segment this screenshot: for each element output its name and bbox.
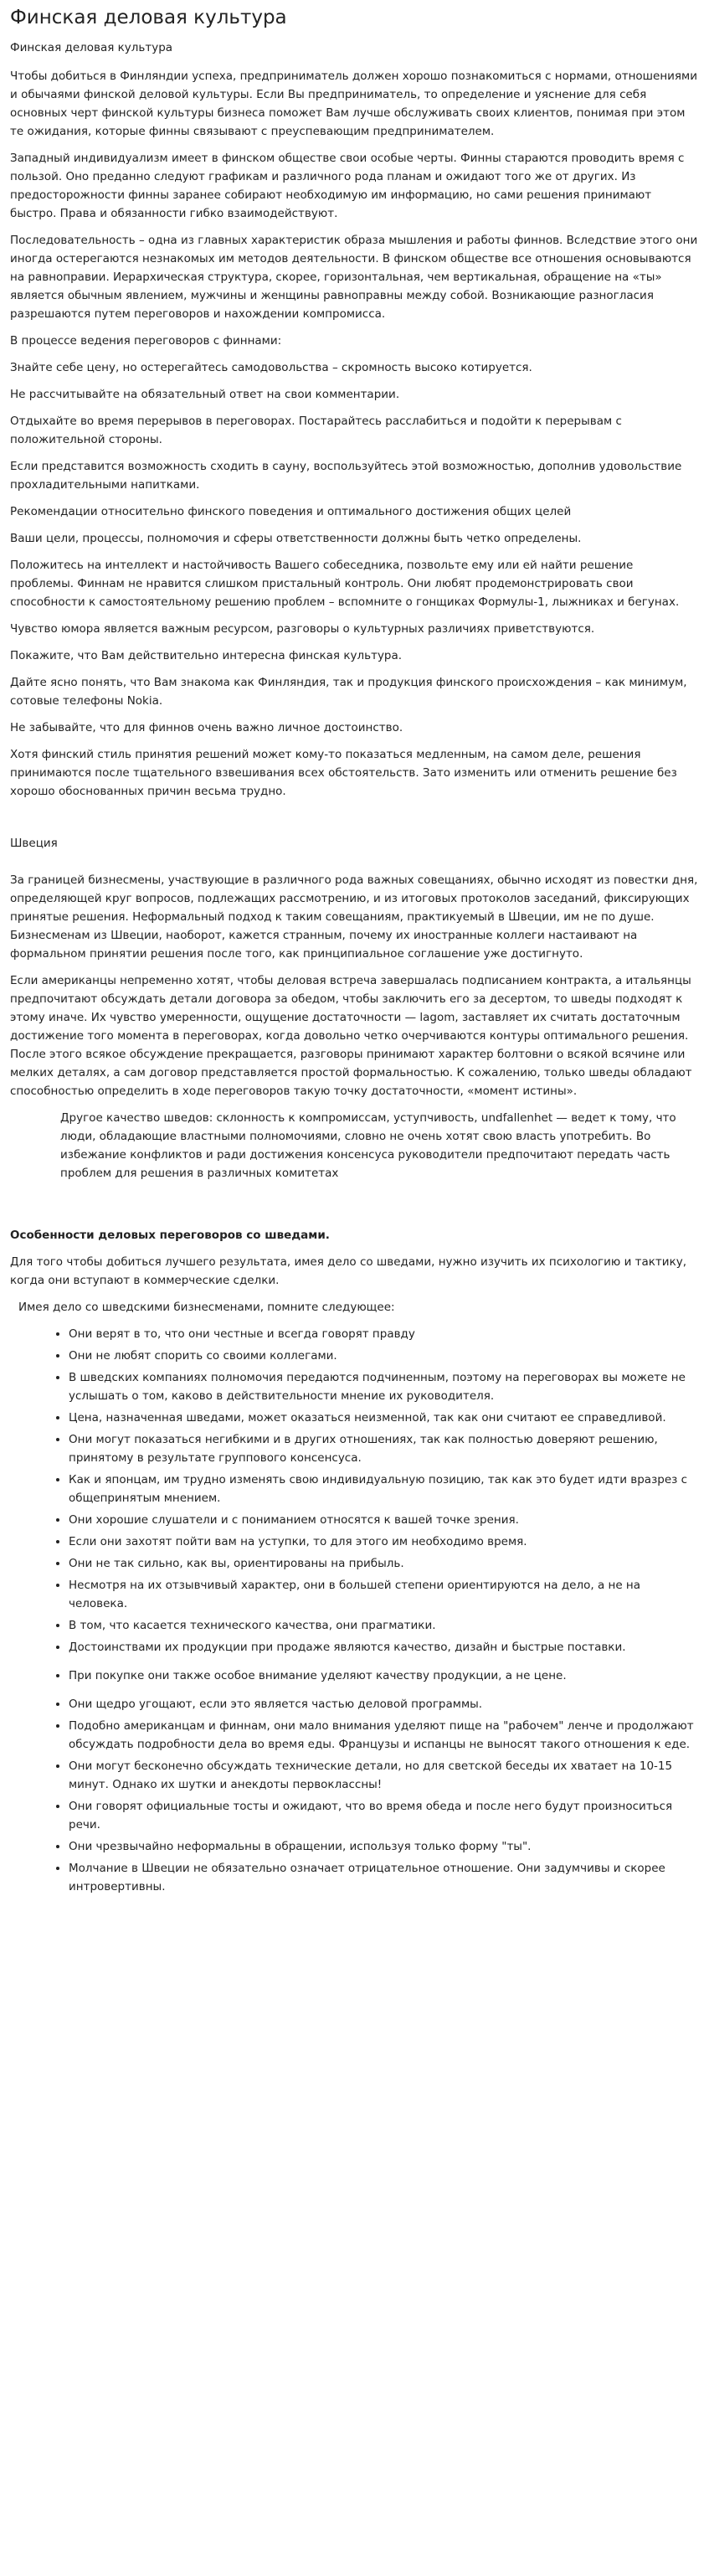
- paragraph: Знайте себе цену, но остерегайтесь самодовольства – скромность высоко котируется.: [10, 361, 532, 374]
- spacer: [10, 861, 699, 871]
- paragraph: Если американцы непременно хотят, чтобы деловая встреча завершалась подписанием контракта, а итальянцы предпочитают обсуждать детали договора за обедом, чтобы заключить его за десертом, то шведы подходят к этому иначе. Их чувство умеренности, ощущение достаточности — lagom, заставляет их считать достаточным достижение того момента в переговорах, когда довольно четко очерчиваются контуры оптимального решения. После этого всякое обсуждение прекращается, разговоры принимают характер болтовни о всякой всячине или мелких деталях, а сам договор представляется простой формальностью. К сожалению, только шведы обладают способностью определить в ходе переговоров такую точку достаточности, «момент истины».: [10, 974, 692, 1098]
- spacer: [10, 1216, 699, 1226]
- paragraph: Положитесь на интеллект и настойчивость Вашего собеседника, позвольте ему или ей найти решение проблемы. Финнам не нравится слишком пристальный контроль. Они любят продемонстрировать свои способности к самостоятельному решению проблем – вспомните о гонщиках Формулы-1, лыжниках и бегунах.: [10, 559, 680, 609]
- paragraph: Для того чтобы добиться лучшего результата, имея дело со шведами, нужно изучить их психологию и тактику, когда они вступают в коммерческие сделки.: [10, 1255, 687, 1287]
- list-item: • Несмотря на их отзывчивый характер, они в большей степени ориентируются на дело, а не на человека.: [69, 1576, 699, 1613]
- list-item: • При покупке они также особое внимание уделяют качеству продукции, а не цене.: [69, 1667, 699, 1685]
- list-item: • Они говорят официальные тосты и ожидают, что во время обеда и после него будут произноситься речи.: [69, 1797, 699, 1834]
- list-item: • Они чрезвычайно неформальны в обращении, используя только форму "ты".: [69, 1837, 699, 1856]
- paragraph: Ваши цели, процессы, полномочия и сферы ответственности должны быть четко определены.: [10, 532, 582, 545]
- list-item: • В шведских компаниях полномочия передаются подчиненным, поэтому на переговорах вы можете не услышать о том, каково в действительности мнение их руководителя.: [69, 1368, 699, 1405]
- list-item: • Они могут показаться негибкими и в других отношениях, так как полностью доверяют решению, принятому в результате группового консенсуса.: [69, 1430, 699, 1467]
- paragraph: За границей бизнесмены, участвующие в различного рода важных совещаниях, обычно исходят из повестки дня, определяющей круг вопросов, подлежащих рассмотрению, и из итоговых протоколов заседаний, фиксирующих принятые решения. Неформальный подход к таким совещаниям, практикуемый в Швеции, им не по душе. Бизнесменам из Швеции, наоборот, кажется странным, почему их иностранные коллеги настаивают на формальном принятии решения после того, как принципиальное соглашение уже достигнуто.: [10, 873, 698, 961]
- paragraph: Не забывайте, что для финнов очень важно личное достоинство.: [10, 721, 403, 734]
- tips-list: [10, 1325, 699, 1896]
- section-heading-negotiation: Особенности деловых переговоров со шведами.: [10, 1229, 330, 1242]
- list-item: • Подобно американцам и финнам, они мало внимания уделяют пище на "рабочем" ленче и продолжают обсуждать подробности дела во время еды. Французы и испанцы не выносят такого отношения к еде.: [69, 1717, 699, 1754]
- remember-line: Имея дело со шведскими бизнесменами, помните следующее:: [18, 1301, 395, 1314]
- paragraph: Хотя финский стиль принятия решений может кому-то показаться медленным, на самом деле, решения принимаются после тщательного взвешивания всех обстоятельств. Зато изменить или отменить решение без хорошо обоснованных причин весьма трудно.: [10, 748, 677, 798]
- list-item: • В том, что касается технического качества, они прагматики.: [69, 1616, 699, 1635]
- spacer: [10, 809, 699, 834]
- paragraph: Рекомендации относительно финского поведения и оптимального достижения общих целей: [10, 505, 572, 518]
- paragraph: Чувство юмора является важным ресурсом, разговоры о культурных различиях приветствуются.: [10, 622, 595, 636]
- paragraph: Покажите, что Вам действительно интересна финская культура.: [10, 649, 403, 662]
- paragraph: Если представится возможность сходить в сауну, воспользуйтесь этой возможностью, дополнив удовольствие прохладительными напитками.: [10, 460, 682, 492]
- paragraph: Не рассчитывайте на обязательный ответ на свои комментарии.: [10, 388, 400, 401]
- page-title: Финская деловая культура: [10, 7, 287, 28]
- list-item: • Они щедро угощают, если это является частью деловой программы.: [69, 1695, 699, 1713]
- list-item: • Они могут бесконечно обсуждать технические детали, но для светской беседы их хватает на 10-15 минут. Однако их шутки и анекдоты первоклассны!: [69, 1757, 699, 1794]
- page-subtitle: Финская деловая культура: [10, 41, 173, 54]
- negotiation-section: [10, 1226, 699, 1896]
- paragraph: Чтобы добиться в Финляндии успеха, предприниматель должен хорошо познакомиться с нормами, отношениями и обычаями финской деловой культуры. Если Вы предприниматель, то определение и уяснение для себя основных черт финской культуры бизнеса поможет Вам лучше обслуживать своих клиентов, понимая при этом те ожидания, которые финны связывают с преуспевающим предпринимателем.: [10, 70, 698, 138]
- paragraph: Отдыхайте во время перерывов в переговорах. Постарайтесь расслабиться и подойти к перерывам с положительной стороны.: [10, 415, 622, 446]
- list-item: • Молчание в Швеции не обязательно означает отрицательное отношение. Они задумчивы и скорее интровертивны.: [69, 1859, 699, 1896]
- list-item: • Цена, назначенная шведами, может оказаться неизменной, так как они считают ее справедливой.: [69, 1409, 699, 1427]
- paragraph: Другое качество шведов: склонность к компромиссам, уступчивость, undfallenhet — ведет к тому, что люди, обладающие властными полномочиями, словно не очень хотят свою власть употребить. Во избежание конфликтов и ради достижения консенсуса руководители предпочитают передать часть проблем для решения в различных комитетах: [60, 1111, 676, 1180]
- list-item: • Они не так сильно, как вы, ориентированы на прибыль.: [69, 1554, 699, 1573]
- list-item: • Как и японцам, им трудно изменять свою индивидуальную позицию, так как это будет идти вразрез с общепринятым мнением.: [69, 1471, 699, 1507]
- spacer: [10, 1191, 699, 1216]
- list-spacer: [69, 1688, 699, 1695]
- section-heading-sweden: Швеция: [10, 837, 58, 850]
- sweden-section: [10, 834, 699, 1182]
- list-item: • Если они захотят пойти вам на уступки, то для этого им необходимо время.: [69, 1533, 699, 1551]
- list-item: • Они хорошие слушатели и с пониманием относятся к вашей точке зрения.: [69, 1511, 699, 1529]
- paragraph: Дайте ясно понять, что Вам знакома как Финляндия, так и продукция финского происхождения – как минимум, сотовые телефоны Nokia.: [10, 676, 687, 708]
- paragraph: Западный индивидуализм имеет в финском обществе свои особые черты. Финны стараются проводить время с пользой. Оно преданно следуют графикам и различного рода планам и ожидают того же от других. Из предосторожности финны заранее собирают необходимую им информацию, но сами решения принимают быстро. Права и обязанности гибко взаимодействуют.: [10, 152, 685, 220]
- list-item: • Они не любят спорить со своими коллегами.: [69, 1347, 699, 1365]
- list-spacer: [69, 1660, 699, 1667]
- list-item: • Достоинствами их продукции при продаже являются качество, дизайн и быстрые поставки.: [69, 1638, 699, 1656]
- paragraph: В процессе ведения переговоров с финнами:: [10, 334, 282, 348]
- paragraph: Последовательность – одна из главных характеристик образа мышления и работы финнов. Вследствие этого они иногда остерегаются незнакомых им методов деятельности. В финском обществе все отношения основываются на равноправии. Иерархическая структура, скорее, горизонтальная, чем вертикальная, обращение на «ты» является обычным явлением, мужчины и женщины равноправны между собой. Возникающие разногласия разрешаются путем переговоров и нахождении компромисса.: [10, 234, 698, 321]
- finland-section: [10, 67, 699, 801]
- list-item: • Они верят в то, что они честные и всегда говорят правду: [69, 1325, 699, 1343]
